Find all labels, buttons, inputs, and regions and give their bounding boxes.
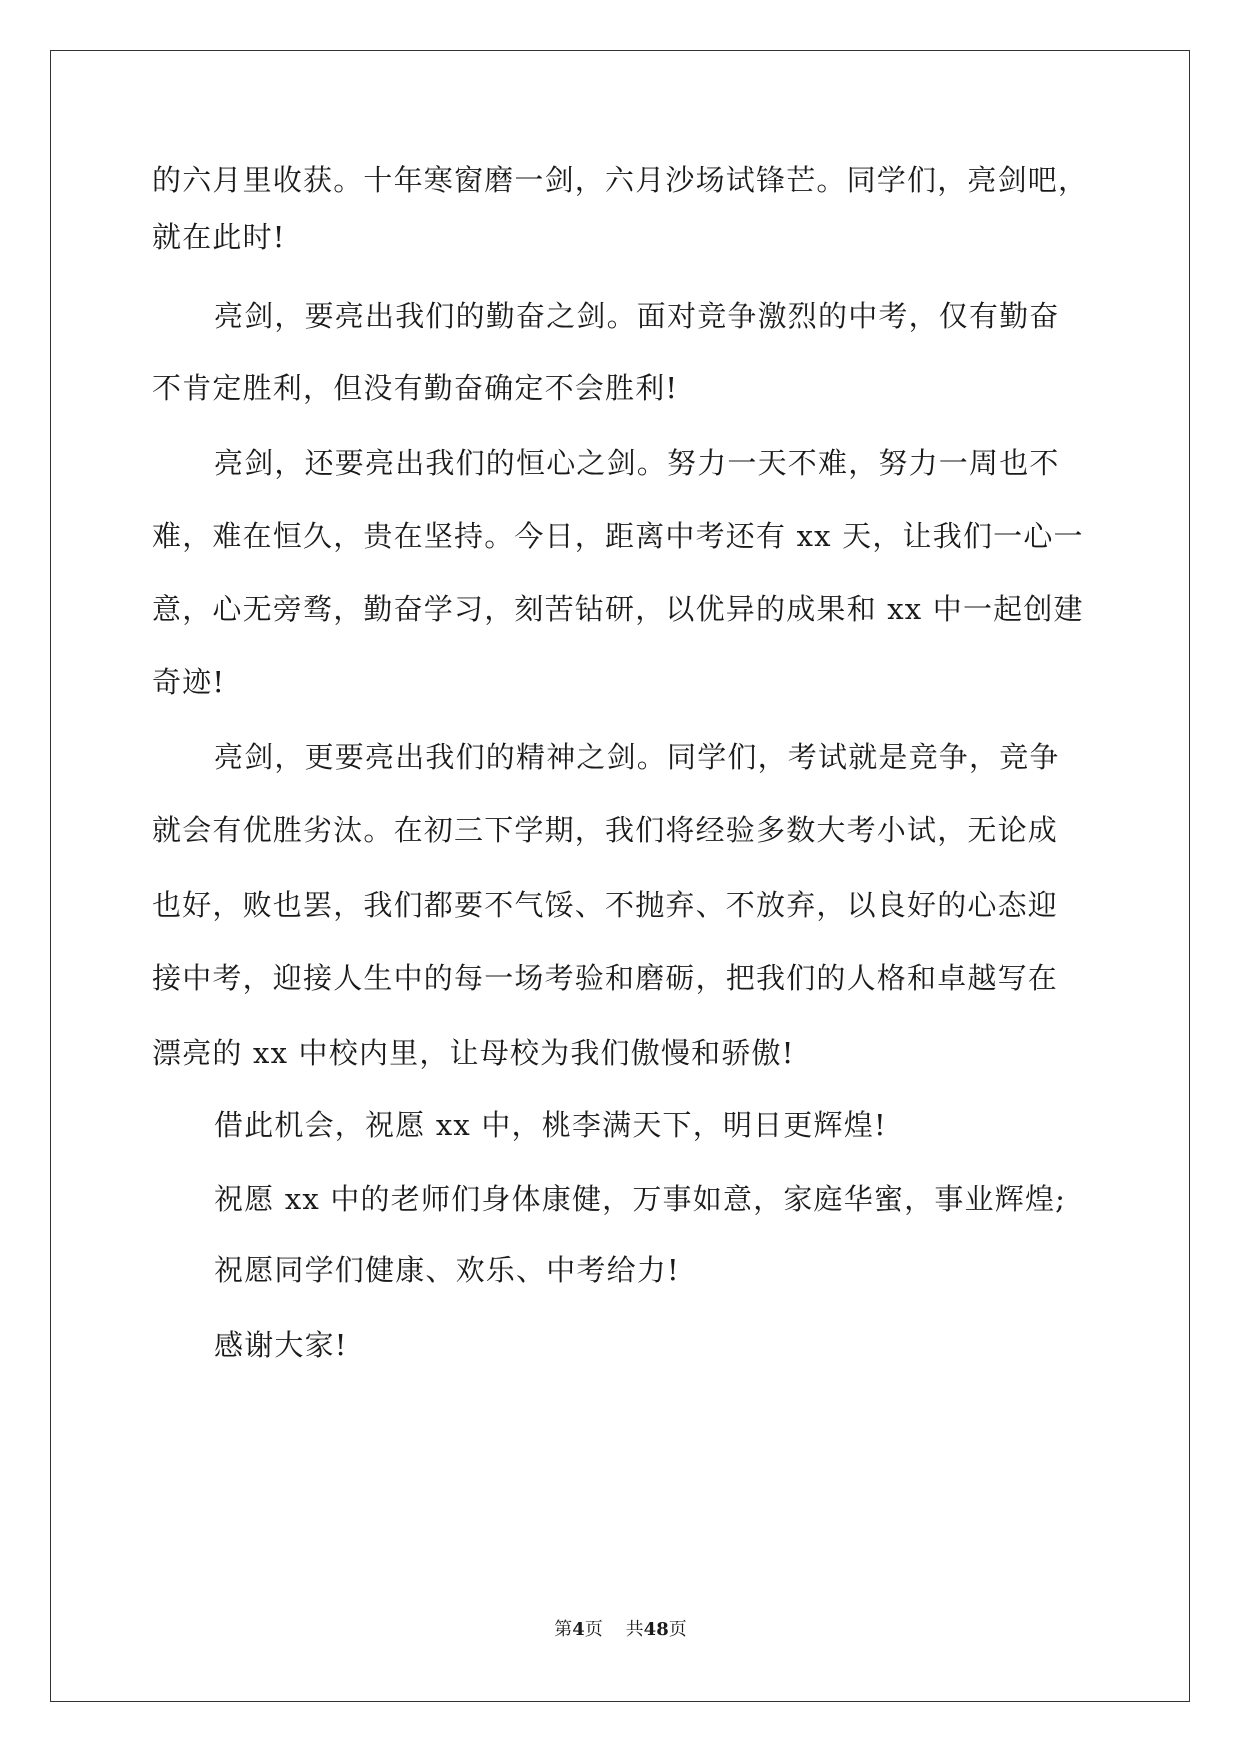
footer-prefix: 第 <box>554 1619 573 1640</box>
text-line: 亮剑，更要亮出我们的精神之剑。同学们，考试就是竞争，竞争 <box>214 740 1060 774</box>
text-line: 也好，败也罢，我们都要不气馁、不抛弃、不放弃，以良好的心态迎 <box>152 888 1059 922</box>
text-line: 不肯定胜利，但没有勤奋确定不会胜利! <box>152 371 679 405</box>
text-line: 亮剑，要亮出我们的勤奋之剑。面对竞争激烈的中考，仅有勤奋 <box>214 299 1060 333</box>
text-line: 漂亮的 xx 中校内里，让母校为我们傲慢和骄傲! <box>152 1036 795 1070</box>
text-line: 意，心无旁骛，勤奋学习，刻苦钻研，以优异的成果和 xx 中一起创建 <box>152 592 1084 626</box>
total-pages-number: 48 <box>643 1619 669 1640</box>
text-line: 亮剑，还要亮出我们的恒心之剑。努力一天不难，努力一周也不 <box>214 446 1060 480</box>
text-line: 就在此时! <box>152 220 286 254</box>
footer-middle: 页 共 <box>584 1619 644 1640</box>
text-line: 奇迹! <box>152 665 226 699</box>
text-line: 的六月里收获。十年寒窗磨一剑，六月沙场试锋芒。同学们，亮剑吧， <box>152 163 1089 197</box>
text-line: 难，难在恒久，贵在坚持。今日，距离中考还有 xx 天，让我们一心一 <box>152 519 1084 553</box>
footer-suffix: 页 <box>668 1619 687 1640</box>
current-page-number: 4 <box>572 1619 585 1640</box>
text-line: 接中考，迎接人生中的每一场考验和磨砺，把我们的人格和卓越写在 <box>152 961 1059 995</box>
page-number-footer <box>0 1615 1241 1641</box>
text-line: 感谢大家! <box>214 1328 348 1362</box>
text-line: 祝愿 xx 中的老师们身体康健，万事如意，家庭华蜜，事业辉煌; <box>214 1182 1067 1216</box>
text-line: 祝愿同学们健康、欢乐、中考给力! <box>214 1253 680 1287</box>
text-line: 借此机会，祝愿 xx 中，桃李满天下，明日更辉煌! <box>214 1108 887 1142</box>
text-line: 就会有优胜劣汰。在初三下学期，我们将经验多数大考小试，无论成 <box>152 813 1059 847</box>
